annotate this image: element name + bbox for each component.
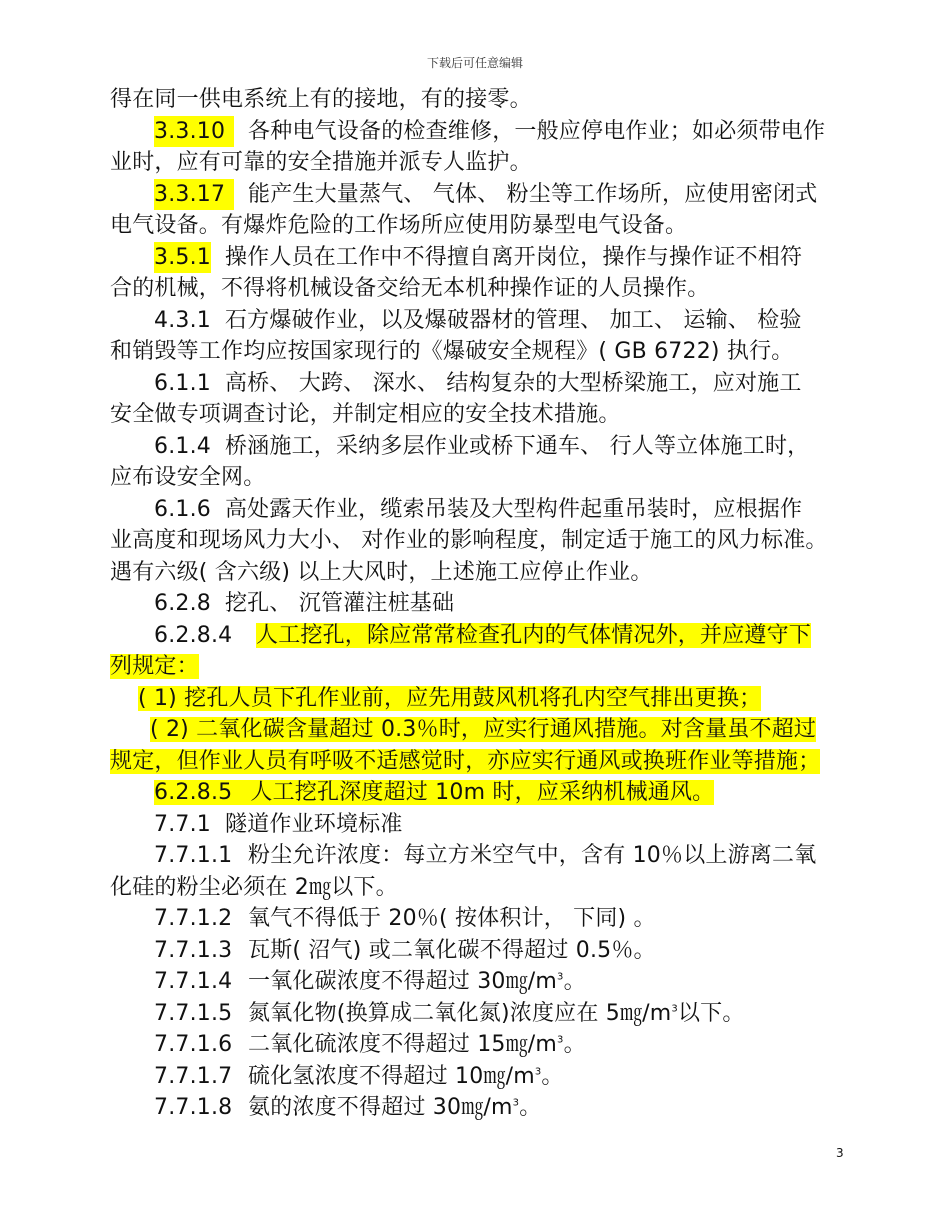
clause-number: 6.1.6 [154,496,211,522]
text: 和销毁等工作均应按国家现行的《爆破安全规程》( GB 6722) 执行。 [110,339,794,364]
text: 列规定： [110,654,199,679]
clause-text: 一氧化碳浓度不得超过 30㎎/m [248,969,558,994]
text: 遇有六级( 含六级) 以上大风时，上述施工应停止作业。 [110,559,653,585]
clause-number: 7.7.1 [154,811,211,837]
clause-text: 桥涵施工，采纳多层作业或桥下通车、 行人等立体施工时， [224,433,810,459]
clause-number: 3.5.1 [154,242,211,274]
clause-7-7-1-2 [110,903,840,935]
text: 业时，应有可靠的安全措施并派专人监护。 [110,150,532,175]
clause-text: 操作人员在工作中不得擅自离开岗位，操作与操作证不相符 [224,244,803,270]
clause-text: 氨的浓度不得超过 30㎎/m [248,1095,513,1120]
clause-text: 粉尘允许浓度：每立方米空气中，含有 10％以上游离二氧 [248,843,817,868]
superscript: 3 [671,1003,678,1015]
text: 电气设备。有爆炸危险的工作场所应使用防暴型电气设备。 [110,213,688,238]
superscript: 3 [557,1034,564,1046]
clause-number: 7.7.1.3 [154,937,233,963]
clause-text: 氮氧化物(换算成二氧化氮)浓度应在 5㎎/m [248,1000,672,1026]
punctuation: 。 [563,969,586,994]
clause-text: 人工挖孔深度超过 10m 时，应采纳机械通风。 [250,780,715,805]
clause-text: 隧道作业环境标准 [224,811,403,837]
clause-text: 能产生大量蒸气、 气体、 粉尘等工作场所，应使用密闭式 [248,181,818,207]
clause-number: 4.3.1 [154,307,211,333]
list-item [110,714,840,746]
clause-7-7-1-5 [110,998,840,1030]
text: ( 2) 二氧化碳含量超过 0.3％时，应实行通风措施。对含量虽不超过 [150,717,817,742]
text-line [110,557,840,589]
clause-number: 6.1.4 [154,433,211,459]
clause-number: 3.3.17 [154,179,234,211]
clause-3-5-1 [110,242,840,274]
clause-number: 6.2.8.4 [154,622,233,648]
clause-7-7-1-3 [110,935,840,967]
text-line [110,84,840,116]
clause-text: 瓦斯( 沼气) 或二氧化碳不得超过 0.5％。 [248,937,656,963]
clause-text-tail: 以下。 [677,1000,745,1026]
clause-number: 7.7.1.5 [154,1000,233,1026]
superscript: 3 [512,1097,520,1109]
clause-6-2-8-4 [110,620,840,652]
text: 化硅的粉尘必须在 2㎎以下。 [110,874,398,900]
clause-7-7-1-6 [110,1029,840,1061]
text-line [110,872,840,904]
clause-number: 6.1.1 [154,370,211,396]
clause-number: 7.7.1.8 [154,1095,233,1120]
page-header: 下载后可任意编辑 [426,56,523,70]
clause-6-1-1 [110,368,840,400]
clause-text: 硫化氢浓度不得超过 10㎎/m [248,1063,535,1089]
clause-text: 高处露天作业，缆索吊装及大型构件起重吊装时，应根据作 [224,496,803,522]
text: ( 1) 挖孔人员下孔作业前，应先用鼓风机将孔内空气排出更换； [138,685,762,711]
text-line [110,746,840,778]
clause-6-1-6 [110,494,840,526]
clause-text: 二氧化硫浓度不得超过 15㎎/m [248,1032,558,1057]
clause-6-2-8-5 [110,777,840,809]
clause-text: 氧气不得低于 20％( 按体积计， 下同) 。 [248,906,656,931]
clause-4-3-1 [110,305,840,337]
clause-number: 7.7.1.6 [154,1032,233,1057]
text-line [110,147,840,179]
text: 安全做专项调查讨论，并制定相应的安全技术措施。 [110,402,621,427]
text-line [110,273,840,305]
text-line [110,651,840,683]
text-line [110,525,840,557]
clause-text: 各种电气设备的检查维修，一般应停电作业；如必须带电作 [248,118,826,144]
punctuation: 。 [563,1032,586,1057]
text: 业高度和现场风力大小、 对作业的影响程度，制定适于施工的风力标准。 [110,528,828,553]
page-number: 3 [836,1146,844,1160]
clause-number: 7.7.1.2 [154,906,233,931]
clause-7-7-1-4 [110,966,840,998]
punctuation: 。 [541,1063,564,1089]
list-item [110,683,840,715]
text: 应布设安全网。 [110,465,266,490]
clause-7-7-1-1 [110,840,840,872]
clause-7-7-1 [110,809,840,841]
clause-3-3-10 [110,116,840,148]
text-line [110,399,840,431]
clause-7-7-1-7 [110,1061,840,1093]
superscript: 3 [534,1066,542,1078]
clause-text: 挖孔、 沉管灌注桩基础 [224,591,455,616]
clause-number: 7.7.1.1 [154,843,233,868]
punctuation: 。 [519,1095,542,1120]
clause-number: 7.7.1.4 [154,969,233,994]
document-body [110,84,840,1124]
text: 规定，但作业人员有呼吸不适感觉时，亦应实行通风或换班作业等措施； [110,748,821,774]
clause-text: 石方爆破作业，以及爆破器材的管理、 加工、 运输、 检验 [224,307,802,333]
clause-number: 6.2.8 [154,591,211,616]
clause-number: 3.3.10 [154,116,234,148]
clause-text: 高桥、 大跨、 深水、 结构复杂的大型桥梁施工，应对施工 [224,370,802,396]
clause-7-7-1-8 [110,1092,840,1124]
text-line [110,462,840,494]
clause-3-3-17 [110,179,840,211]
text: 得在同一供电系统上有的接地，有的接零。 [110,87,532,112]
text-line [110,210,840,242]
clause-number: 7.7.1.7 [154,1063,233,1089]
clause-number: 6.2.8.5 [154,780,250,805]
superscript: 3 [557,971,564,983]
clause-6-1-4 [110,431,840,463]
text-line [110,336,840,368]
clause-text: 人工挖孔，除应常常检查孔内的气体情况外，并应遵守下 [256,622,812,648]
clause-6-2-8 [110,588,840,620]
text: 合的机械，不得将机械设备交给无本机种操作证的人员操作。 [110,276,710,301]
